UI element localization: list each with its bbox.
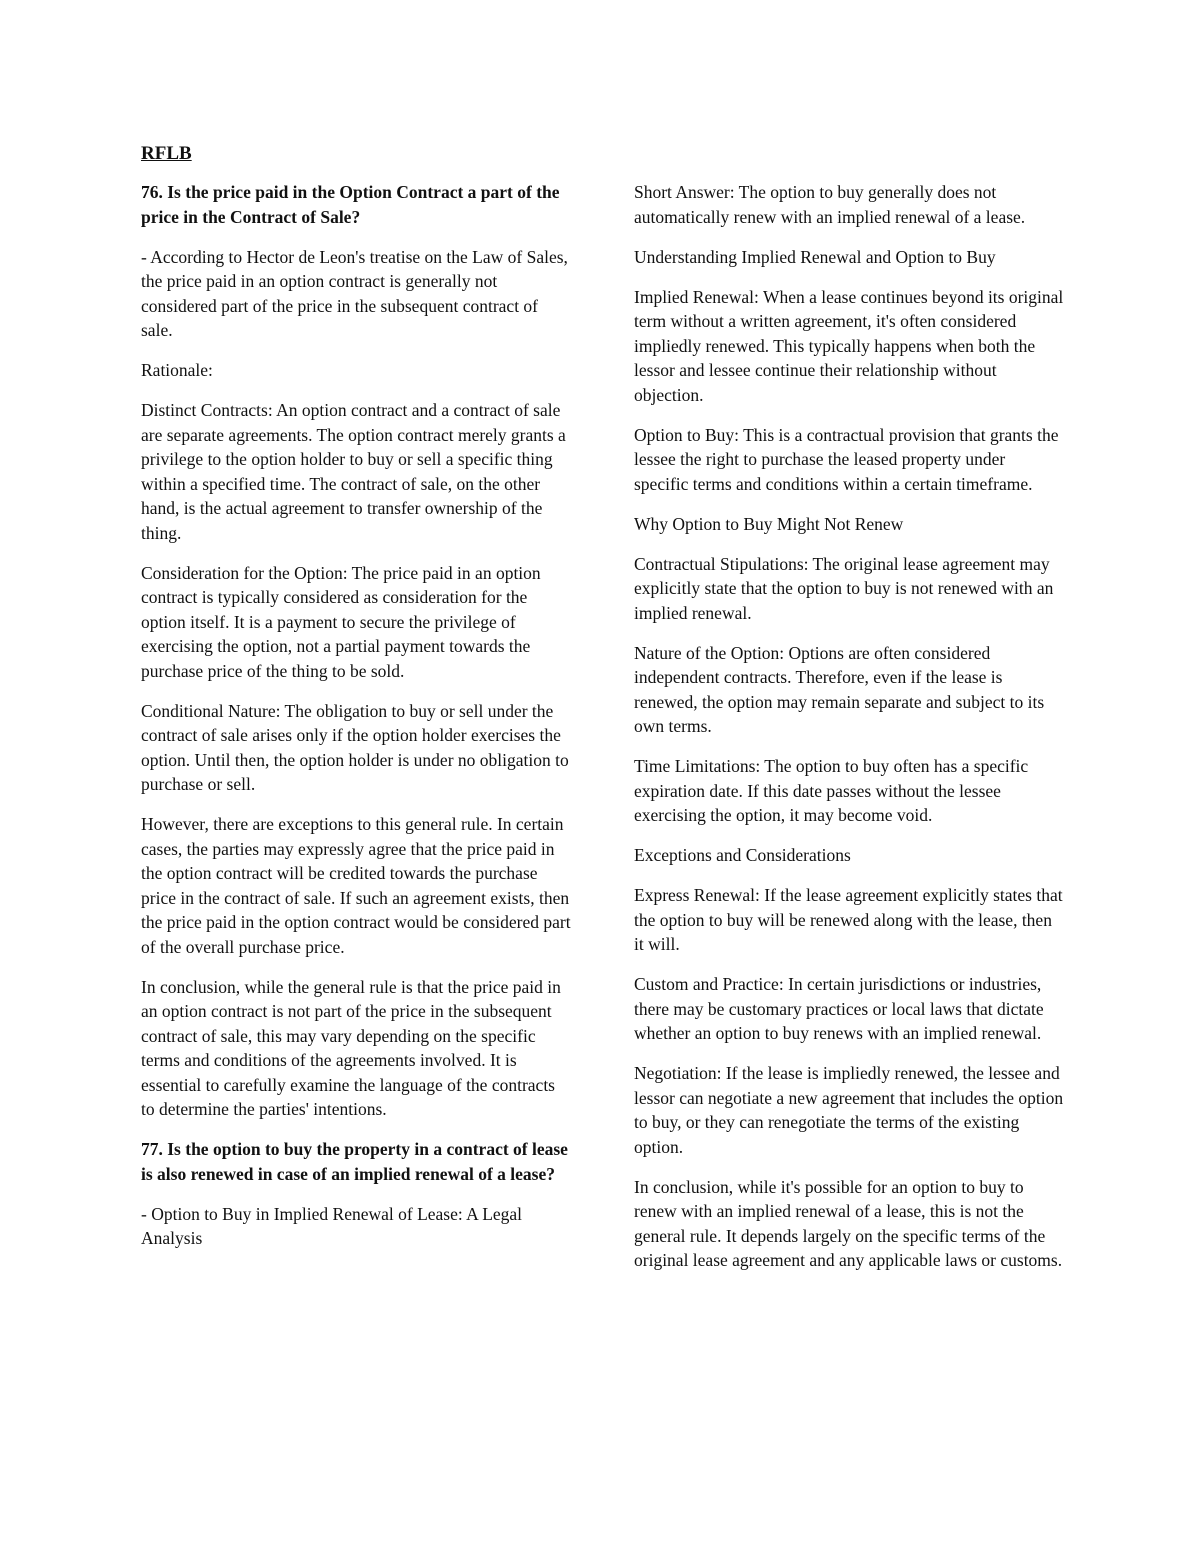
subheading-why-not-renew: Why Option to Buy Might Not Renew bbox=[634, 513, 904, 534]
paragraph-conclusion-76: In conclusion, while the general rule is that the price paid in an option contract is not part of the price in the subsequent contract of sale, this may vary depending on the specific terms and conditions of the agreements involved. It is essential to carefully examine the language of the contracts to determine the parties' intentions. bbox=[141, 976, 561, 1119]
paragraph-contractual-stipulations: Contractual Stipulations: The original lease agreement may explicitly state that the option to buy is not renewed with an implied renewal. bbox=[634, 553, 1054, 623]
question-76: 76. Is the price paid in the Option Contract a part of the price in the Contract of Sale? bbox=[141, 182, 560, 227]
paragraph-time-limitations: Time Limitations: The option to buy often has a specific expiration date. If this date passes without the lessee exercising the option, it may become void. bbox=[634, 756, 1029, 825]
rationale-label: Rationale: bbox=[141, 360, 213, 380]
paragraph-conclusion-77: In conclusion, while it's possible for an option to buy to renew with an implied renewal of a lease, this is not the general rule. It depends largely on the specific terms of the original lease agreement and any applicable laws or customs. bbox=[634, 1176, 1063, 1270]
subheading-understanding: Understanding Implied Renewal and Option to Buy bbox=[634, 246, 996, 267]
paragraph-distinct-contracts: Distinct Contracts: An option contract and a contract of sale are separate agreements. The option contract merely grants a privilege to the option holder to buy or sell a specific thing within a specified time. The contract of sale, on the other hand, is the actual agreement to transfer ownership of the thing. bbox=[141, 400, 566, 543]
paragraph-custom-practice: Custom and Practice: In certain jurisdictions or industries, there may be customary practices or local laws that dictate whether an option to buy renews with an implied renewal. bbox=[634, 974, 1044, 1043]
answer-intro: - According to Hector de Leon's treatise on the Law of Sales, the price paid in an option contract is generally not considered part of the price in the subsequent contract of sale. bbox=[141, 246, 568, 340]
paragraph-consideration: Consideration for the Option: The price paid in an option contract is typically considered as consideration for the option itself. It is a payment to secure the privilege of exercising the option, not a partial payment towards the purchase price of the thing to be sold. bbox=[141, 562, 541, 681]
paragraph-short-answer: Short Answer: The option to buy generally does not automatically renew with an implied renewal of a lease. bbox=[634, 182, 1026, 227]
question-77: 77. Is the option to buy the property in a contract of lease is also renewed in case of an implied renewal of a lease? bbox=[141, 1139, 568, 1184]
answer-77-title: - Option to Buy in Implied Renewal of Lease: A Legal Analysis bbox=[141, 1203, 523, 1248]
left-column bbox=[141, 180, 571, 1266]
paragraph-nature-of-option: Nature of the Option: Options are often considered independent contracts. Therefore, even if the lease is renewed, the option may remain separate and subject to its own terms. bbox=[634, 642, 1045, 736]
paragraph-conditional-nature: Conditional Nature: The obligation to buy or sell under the contract of sale arises only if the option holder exercises the option. Until then, the option holder is under no obligation to purchase or sell. bbox=[141, 700, 569, 794]
subheading-exceptions: Exceptions and Considerations bbox=[634, 845, 851, 865]
paragraph-exceptions: However, there are exceptions to this general rule. In certain cases, the parties may expressly agree that the price paid in the option contract will be credited towards the purchase price in the contract of sale. If such an agreement exists, then the price paid in the option contract would be considered part of the overall purchase price. bbox=[141, 814, 571, 957]
paragraph-option-to-buy: Option to Buy: This is a contractual provision that grants the lessee the right to purchase the leased property under specific terms and conditions within a certain timeframe. bbox=[634, 424, 1059, 494]
paragraph-express-renewal: Express Renewal: If the lease agreement explicitly states that the option to buy will be renewed along with the lease, then it will. bbox=[634, 885, 1063, 954]
document-heading: RFLB bbox=[141, 143, 192, 164]
paragraph-negotiation: Negotiation: If the lease is impliedly renewed, the lessee and lessor can negotiate a new agreement that includes the option to buy, or they can renegotiate the terms of the existing option. bbox=[634, 1063, 1064, 1157]
paragraph-implied-renewal: Implied Renewal: When a lease continues beyond its original term without a written agreement, it's often considered impliedly renewed. This typically happens when both the lessor and lessee continue their relationship without objection. bbox=[634, 286, 1064, 405]
right-column bbox=[634, 180, 1064, 1288]
